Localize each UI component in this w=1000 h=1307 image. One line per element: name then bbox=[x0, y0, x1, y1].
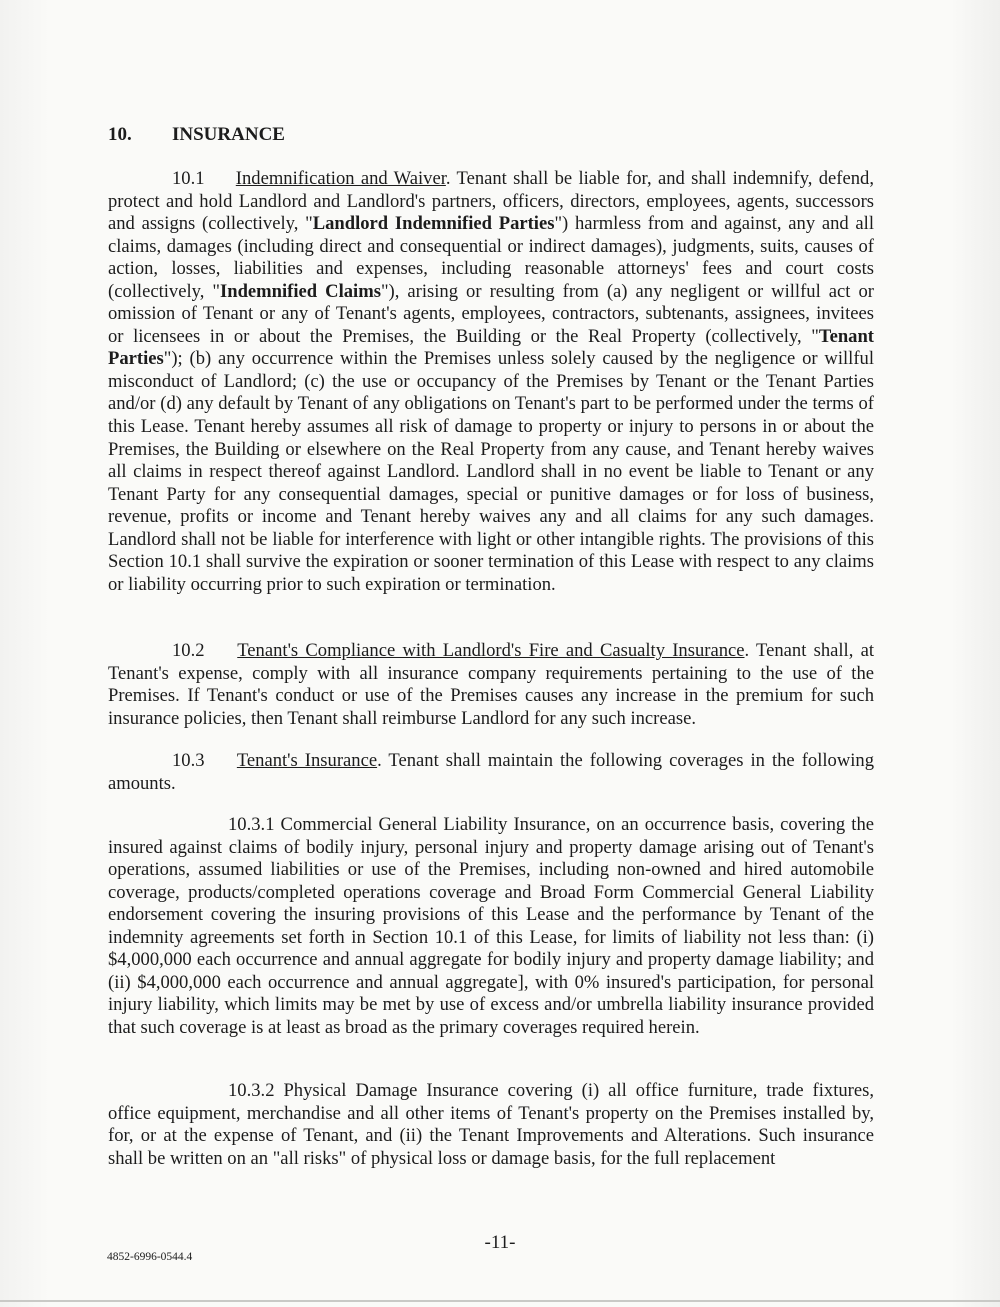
paragraph-text: . Tenant shall, at Tenant's expense, comply with all insurance company requirements pertaining to the use of the Premises. If Tenant's conduct or use of the Premises causes any increase in the premium for such insurance policies, then Tenant shall reimburse Landlord for any such increase. bbox=[108, 640, 874, 729]
scan-edge bbox=[0, 1300, 1000, 1302]
defined-term: Tenant Parties bbox=[108, 325, 874, 370]
defined-term: Landlord Indemnified Parties bbox=[312, 213, 555, 235]
section-caption: Tenant's Insurance bbox=[236, 750, 378, 771]
paragraph-text: 10.3.1 Commercial General Liability Insurance, on an occurrence basis, covering the insured against claims of bodily injury, personal injury and property damage arising out of Tenant's operations, assumed liabilities or use of the Premises, including non-owned and hired automobile coverage, products/completed operations coverage and Broad Form Commercial General Liability endorsement covering the insuring provisions of this Lease and the performance by Tenant of the indemnity agreements set forth in Section 10.1 of this Lease, for limits of liability not less than: (i) $4,000,000 each occurrence and annual aggregate for bodily injury and property damage liability; and (ii) $4,000,000 each occurrence and annual aggregate], with 0% insured's participation, for personal injury liability, which limits may be met by use of excess and/or umbrella liability insurance provided that such coverage is at least as broad as the primary coverages required herein. bbox=[108, 814, 874, 1038]
paragraph-10-2 bbox=[108, 640, 874, 730]
paragraph-text: "); (b) any occurrence within the Premises unless solely caused by the negligence or willful misconduct of Landlord; (c) the use or occupancy of the Premises by Tenant or the Tenant Parties and/or (d) any default by Tenant of any obligations on Tenant's part to be performed under the terms of this Lease. Tenant hereby assumes all risk of damage to property or injury to persons in or about the Premises, the Building or elsewhere on the Real Property from any cause, and Tenant hereby waives all claims in respect thereof against Landlord. Landlord shall in no event be liable to Tenant or any Tenant Party for any consequential damages, special or punitive damages or for loss of business, revenue, profits or income and Tenant hereby waives any and all claims for any such damages. Landlord shall not be liable for interference with light or other intangible rights. The provisions of this Section 10.1 shall survive the expiration or sooner termination of this Lease with respect to any claims or liability occurring prior to such expiration or termination. bbox=[108, 348, 874, 595]
paragraph-text: 10.3 bbox=[172, 750, 237, 771]
paragraph-text: . Tenant shall maintain the following coverages in the following amounts. bbox=[108, 750, 875, 794]
paragraph-10-3-1 bbox=[108, 814, 874, 1039]
paragraph-text: 10.1 bbox=[172, 168, 236, 189]
defined-term: Indemnified Claims bbox=[220, 280, 381, 302]
section-number: 10. bbox=[108, 124, 132, 145]
paragraph-text: ") harmless from and against, any and all claims, damages (including direct and consequential or indirect damages), judgments, suits, causes of action, losses, liabilities and expenses, including reasonable attorneys' fees and court costs (collectively, " bbox=[108, 213, 875, 302]
paragraph-text: . Tenant shall be liable for, and shall indemnify, defend, protect and hold Landlord and Landlord's partners, officers, directors, employees, agents, successors and assigns (collectively, " bbox=[108, 168, 874, 235]
page-number: -11- bbox=[484, 1232, 516, 1253]
section-heading bbox=[108, 124, 285, 146]
paragraph-text: 10.3.2 Physical Damage Insurance covering (i) all office furniture, trade fixtures, office equipment, merchandise and all other items of Tenant's property on the Premises installed by, for, or at the expense of Tenant, and (ii) the Tenant Improvements and Alterations. Such insurance shall be written on an "all risks" of physical loss or damage basis, for the full replacement bbox=[108, 1080, 874, 1169]
document-id: 4852-6996-0544.4 bbox=[107, 1251, 193, 1263]
paragraph-10-1 bbox=[108, 168, 874, 596]
paragraph-10-3 bbox=[108, 750, 874, 795]
paragraph-10-3-2 bbox=[108, 1080, 874, 1170]
section-caption: Indemnification and Waiver bbox=[235, 168, 446, 189]
paragraph-text: "), arising or resulting from (a) any negligent or willful act or omission of Tenant or any of Tenant's agents, employees, contractors, subtenants, assignees, invitees or licensees in or about the Premises, the Building or the Real Property (collectively, " bbox=[108, 280, 874, 347]
section-caption: Tenant's Compliance with Landlord's Fire and Casualty Insurance bbox=[237, 640, 745, 661]
section-title: INSURANCE bbox=[172, 124, 285, 145]
paragraph-text: 10.2 bbox=[172, 640, 238, 661]
